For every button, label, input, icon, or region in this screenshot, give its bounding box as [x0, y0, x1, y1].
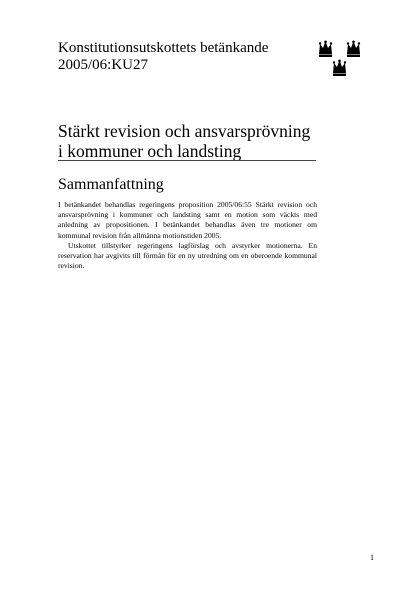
- three-crowns-icon: [318, 40, 362, 78]
- section-heading: Sammanfattning: [58, 176, 164, 193]
- document-title: Stärkt revision och ansvarsprövning i kommuner och landsting: [58, 121, 311, 161]
- report-id: 2005/06:KU27: [58, 57, 148, 73]
- document-header: [58, 40, 288, 74]
- committee-name: Konstitutionsutskottets betänkande: [58, 40, 269, 56]
- page-number: 1: [370, 553, 374, 562]
- title-divider: [58, 160, 316, 161]
- summary-paragraph: Utskottet tillstyrker regeringens lagförslag och avstyrker motionerna. En reservation har avgivits till förmån för en ny utredning om en oberoende kommunal revision.: [58, 240, 317, 271]
- summary-paragraph: I betänkandet behandlas regeringens proposition 2005/06:55 Stärkt revision och ansvarsprövning i kommuner och landsting samt en motion som väckts med anledning av propositionen. I betänkandet behandlas även tre motioner om kommunal revision från allmänna motionstiden 2005.: [58, 200, 317, 240]
- summary-body: [58, 200, 317, 271]
